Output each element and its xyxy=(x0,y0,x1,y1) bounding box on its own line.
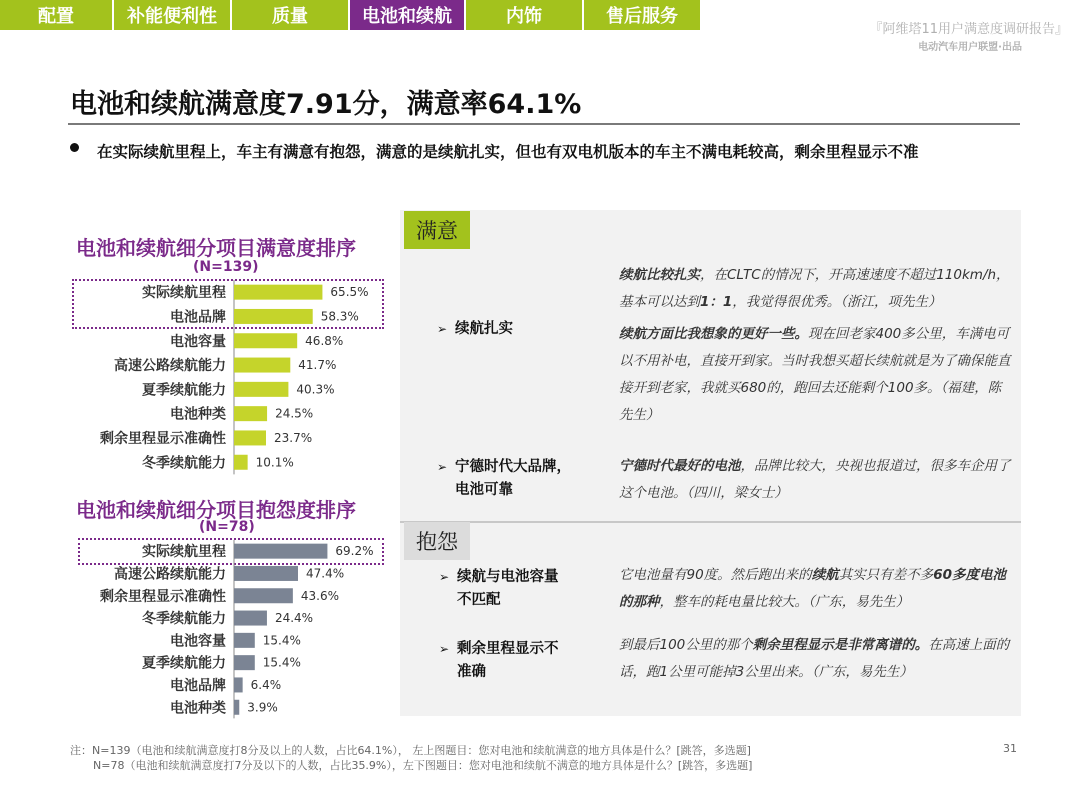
satisfaction-value-label: 46.8% xyxy=(305,333,344,348)
complaint-value-label: 15.4% xyxy=(262,655,301,670)
tab-aftersales[interactable]: 售后服务 xyxy=(584,0,700,30)
satisfaction-bar xyxy=(234,406,267,421)
satisfaction-value-label: 58.3% xyxy=(320,309,359,324)
theme-range-capacity-mismatch: ➢ 续航与电池容量 不匹配 xyxy=(457,566,559,612)
satisfaction-bar xyxy=(234,430,266,445)
satisfied-tag: 满意 xyxy=(404,211,470,249)
page-title: 电池和续航满意度7.91分，满意率64.1% xyxy=(70,89,582,120)
satisfaction-sample-size: (N=139) xyxy=(193,259,259,275)
satisfaction-value-label: 40.3% xyxy=(296,382,335,397)
quote-zhejiang: 续航比较扎实，在CLTC的情况下，开高速速度不超过110km/h，基本可以达到1：1，我觉得很优秀。（浙江，项先生） xyxy=(619,267,1010,310)
satisfaction-value-label: 10.1% xyxy=(255,455,294,470)
tab-quality[interactable]: 质量 xyxy=(232,0,348,30)
complaint-bar xyxy=(234,655,255,670)
satisfaction-category-label: 夏季续航能力 xyxy=(142,382,226,399)
complaint-category-label: 电池品牌 xyxy=(170,677,226,694)
arrow-icon: ➢ xyxy=(437,460,448,474)
satisfaction-value-label: 23.7% xyxy=(273,430,313,445)
tab-battery[interactable]: 电池和续航 xyxy=(350,0,464,30)
complaint-bar xyxy=(234,566,298,581)
complaint-chart-title: 电池和续航细分项目抱怨度排序 xyxy=(76,498,356,522)
complaint-category-label: 剩余里程显示准确性 xyxy=(100,588,226,605)
tab-charging[interactable]: 补能便利性 xyxy=(114,0,230,30)
complaint-sample-size: (N=78) xyxy=(199,519,255,535)
tab-config[interactable]: 配置 xyxy=(0,0,112,30)
panel-divider xyxy=(400,521,1021,523)
quote-fujian: 续航方面比我想象的更好一些。现在回老家400多公里，车满电可以不用补电，直接开到家。当时我想买超长续航就是为了确保能直接开到老家，我就买680的，跑回去还能剩个100多。（福建，陈先生） xyxy=(619,326,1011,423)
complaint-value-label: 24.4% xyxy=(274,611,314,626)
complaint-bar xyxy=(234,544,327,559)
theme-solid-range: ➢ 续航扎实 xyxy=(455,318,513,341)
quote-guangdong-1: 它电池量有90度。然后跑出来的续航其实只有差不多60多度电池的那种，整车的耗电量比较大。（广东，易先生） xyxy=(619,567,1006,610)
title-divider xyxy=(68,123,1020,125)
arrow-icon: ➢ xyxy=(439,642,450,656)
complaint-bar xyxy=(234,633,255,648)
satisfaction-chart-title: 电池和续航细分项目满意度排序 xyxy=(76,236,356,260)
complaint-category-label: 电池容量 xyxy=(170,633,226,650)
satisfaction-category-label: 实际续航里程 xyxy=(142,285,226,302)
satisfaction-category-label: 电池种类 xyxy=(170,406,226,423)
complaint-bar xyxy=(234,700,239,715)
satisfaction-value-label: 65.5% xyxy=(330,285,369,300)
satisfaction-bar xyxy=(234,455,248,470)
satisfaction-bar xyxy=(234,333,297,348)
complaint-category-label: 实际续航里程 xyxy=(142,544,226,561)
arrow-icon: ➢ xyxy=(437,322,448,336)
quote-guangdong-2: 到最后100公里的那个剩余里程显示是非常离谱的。在高速上面的话，跑1公里可能掉3公里出来。（广东，易先生） xyxy=(619,637,1010,680)
footnote-line2: N=78（电池和续航满意度打7分及以下的人数，占比35.9%），左下图题目：您对电池和续航不满意的地方具体是什么？[跳答，多选题] xyxy=(93,759,753,772)
satisfaction-bar xyxy=(234,382,288,397)
complaint-tag: 抱怨 xyxy=(404,522,470,560)
satisfaction-bar-chart xyxy=(0,280,400,480)
page-number: 31 xyxy=(1003,742,1017,755)
section-tabs xyxy=(0,0,702,30)
satisfaction-category-label: 高速公路续航能力 xyxy=(114,358,226,375)
complaint-value-label: 6.4% xyxy=(250,677,282,692)
publisher-label: 电动汽车用户联盟·出品 xyxy=(918,42,1022,53)
complaint-category-label: 高速公路续航能力 xyxy=(114,566,226,583)
complaint-bar xyxy=(234,677,243,692)
satisfaction-category-label: 冬季续航能力 xyxy=(142,455,226,472)
complaint-category-label: 夏季续航能力 xyxy=(142,655,226,672)
footnote-line1: 注：N=139（电池和续航满意度打8分及以上的人数，占比64.1%）， 左上图题目：您对电池和续航满意的地方具体是什么？[跳答，多选题] xyxy=(70,744,751,757)
complaint-bar-chart xyxy=(0,540,400,720)
complaint-value-label: 3.9% xyxy=(247,700,278,715)
arrow-icon: ➢ xyxy=(439,570,450,584)
key-finding: 在实际续航里程上，车主有满意有抱怨，满意的是续航扎实，但也有双电机版本的车主不满电耗较高，剩余里程显示不准 xyxy=(97,143,919,161)
complaint-bar xyxy=(234,588,293,603)
complaint-value-label: 69.2% xyxy=(335,544,374,559)
complaint-category-label: 电池种类 xyxy=(170,700,226,717)
complaint-bar xyxy=(234,611,267,626)
tab-interior[interactable]: 内饰 xyxy=(466,0,582,30)
satisfaction-bar xyxy=(234,309,313,324)
theme-range-display-inaccurate: ➢ 剩余里程显示不 准确 xyxy=(457,638,559,684)
satisfaction-category-label: 电池品牌 xyxy=(170,309,226,326)
report-title: 『阿维塔11用户满意度调研报告』 xyxy=(869,22,1068,37)
satisfaction-bar xyxy=(234,285,322,300)
quote-sichuan: 宁德时代最好的电池，品牌比较大，央视也报道过，很多车企用了这个电池。（四川，梁女士） xyxy=(619,458,1011,501)
bullet-icon xyxy=(70,143,79,152)
satisfaction-value-label: 41.7% xyxy=(298,358,337,373)
complaint-value-label: 43.6% xyxy=(300,588,339,603)
complaint-category-label: 冬季续航能力 xyxy=(142,611,226,628)
satisfaction-value-label: 24.5% xyxy=(275,406,314,421)
satisfaction-category-label: 电池容量 xyxy=(170,333,226,350)
theme-catl-brand: ➢ 宁德时代大品牌， 电池可靠 xyxy=(455,456,571,502)
satisfaction-category-label: 剩余里程显示准确性 xyxy=(100,430,226,447)
complaint-value-label: 15.4% xyxy=(262,633,301,648)
satisfaction-bar xyxy=(234,358,290,373)
complaint-value-label: 47.4% xyxy=(305,566,345,581)
